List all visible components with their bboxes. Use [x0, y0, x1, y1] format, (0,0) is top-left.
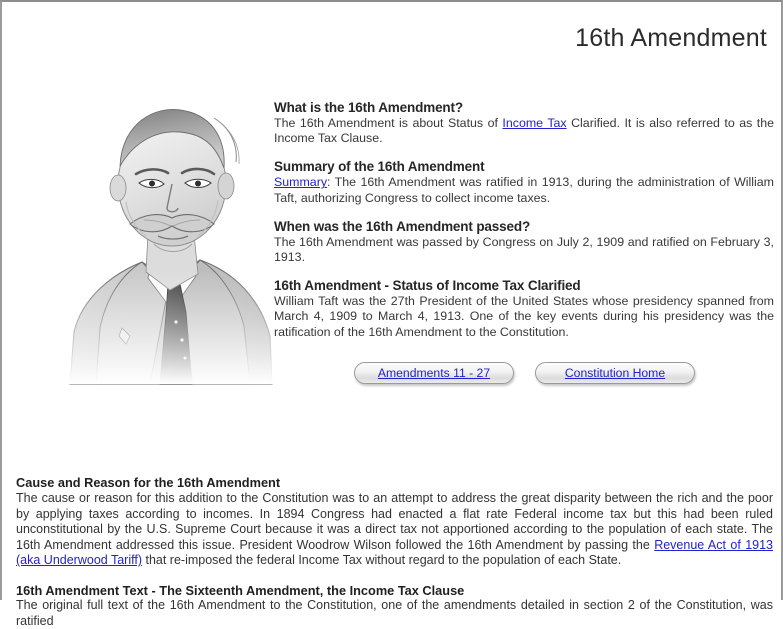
- cause-text-post: that re-imposed the federal Income Tax without regard to the population of each State.: [142, 553, 622, 568]
- amendments-11-27-link[interactable]: Amendments 11 - 27: [377, 366, 491, 380]
- cause-body: [16, 491, 773, 569]
- summary-text: : The 16th Amendment was ratified in 1913, during the administration of William Taft, authorizing Congress to collect income taxes.: [274, 175, 774, 205]
- portrait-sketch-icon: [64, 84, 276, 384]
- revenue-act-link[interactable]: Revenue Act of 1913 (aka Underwood Tariff): [16, 537, 773, 568]
- navigation-button-row: [274, 362, 774, 392]
- section-body-summary: [274, 175, 774, 205]
- bottom-article: [16, 475, 773, 599]
- cause-heading: Cause and Reason for the 16th Amendment: [16, 475, 281, 490]
- amendments-11-27-button[interactable]: [354, 362, 514, 384]
- section-heading-summary: Summary of the 16th Amendment: [274, 159, 485, 175]
- main-content-column: [274, 100, 774, 340]
- amendment-text-body-clipped: The original full text of the 16th Amendment to the Constitution, one of the amendments detailed in section 2 of the Constitution, was ratified: [16, 598, 773, 628]
- constitution-home-button[interactable]: [535, 362, 695, 384]
- section-heading-when-passed: When was the 16th Amendment passed?: [274, 218, 531, 234]
- summary-link[interactable]: Summary: [274, 175, 328, 190]
- section-body-what-is: [274, 116, 774, 146]
- cause-text-pre: The cause or reason for this addition to the Constitution was to an attempt to address the great disparity between the rich and the poor by applying taxes according to incomes. In 1894 Congress had enacted a flat rate Federal income tax but this had been ruled unconstitutional by the U.S. Supreme Court because it was a direct tax not apportioned according to the population of each state. The 16th Amendment addressed this issue. President Woodrow Wilson followed the 16th Amendment by passing the: [16, 491, 773, 552]
- section-body-status-clarified: William Taft was the 27th President of the United States whose presidency spanned from March 4, 1909 to March 4, 1913. One of the key events during his presidency was the ratification of the 16th Amendment to the Constitution.: [274, 294, 774, 339]
- amendment-text-heading: 16th Amendment Text - The Sixteenth Amendment, the Income Tax Clause: [16, 582, 465, 598]
- section-heading-what-is: What is the 16th Amendment?: [274, 100, 463, 115]
- section-body-when-passed: The 16th Amendment was passed by Congress on July 2, 1909 and ratified on February 3, 1913.: [274, 234, 774, 265]
- section-heading-status-clarified: 16th Amendment - Status of Income Tax Clarified: [274, 278, 581, 294]
- page-title: 16th Amendment: [575, 24, 767, 52]
- what-is-text-pre: The 16th Amendment is about Status of: [274, 116, 503, 130]
- what-is-text-post: Clarified. It is also referred to as the Income Tax Clause.: [274, 116, 774, 146]
- income-tax-link[interactable]: Income Tax: [502, 116, 567, 130]
- taft-portrait-image: [64, 84, 276, 384]
- constitution-home-link[interactable]: Constitution Home: [564, 366, 666, 380]
